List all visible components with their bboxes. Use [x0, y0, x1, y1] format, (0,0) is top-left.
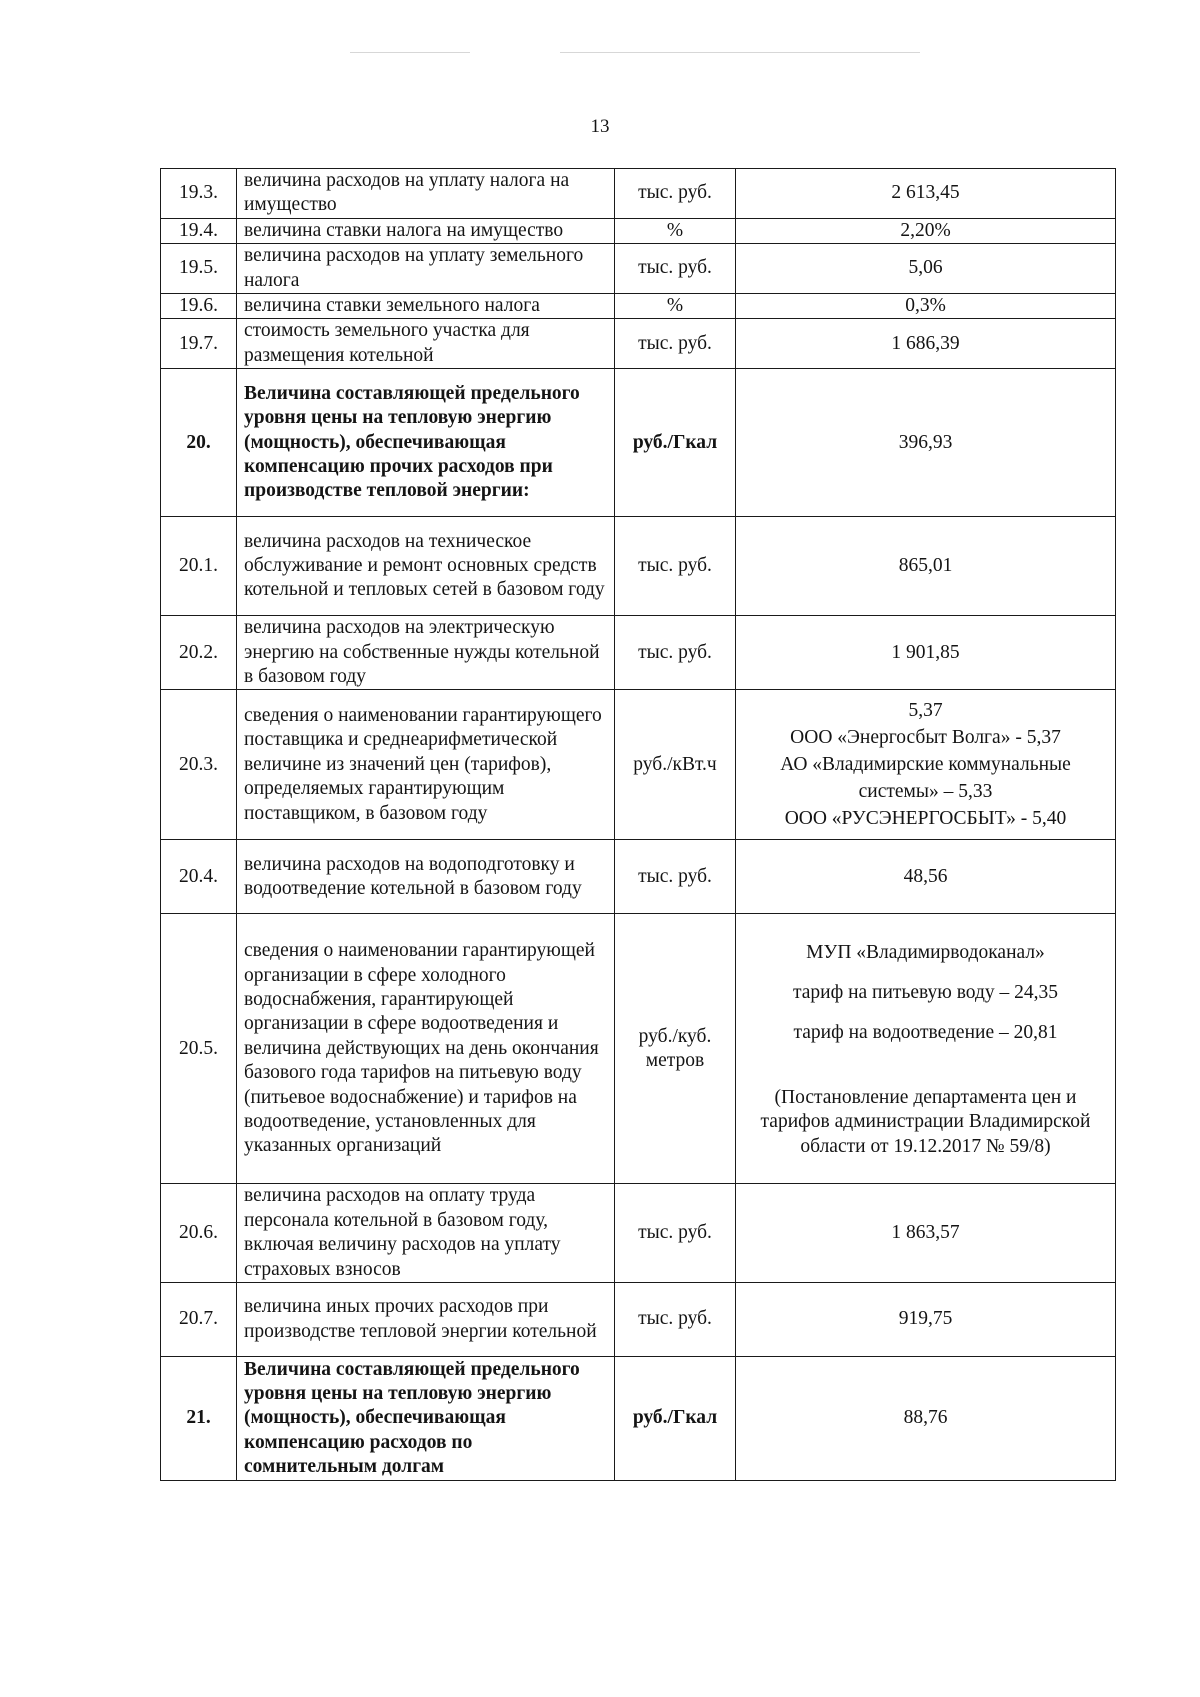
row-value: 48,56 [736, 840, 1116, 914]
table-row [161, 840, 1116, 914]
row-value: 1 863,57 [736, 1184, 1116, 1283]
row-number: 20.1. [161, 517, 237, 616]
row-number: 20.7. [161, 1283, 237, 1357]
table-row-section [161, 1357, 1116, 1481]
row-number: 20.5. [161, 914, 237, 1184]
value-line: ООО «Энергосбыт Волга» - 5,37 [790, 727, 1061, 749]
row-unit: руб./кВт.ч [615, 690, 736, 840]
row-description: сведения о наименовании гарантирующей организации в сфере холодного водоснабжения, гарантирующей организации в сфере водоотведения и величина действующих на день окончания базового года тарифов на питьевую воду (питьевое водоснабжение) и тарифов на водоотведение, установленных для указанных организаций [237, 914, 615, 1184]
table-row [161, 517, 1116, 616]
row-value: 0,3% [736, 294, 1116, 319]
row-value: 2 613,45 [736, 169, 1116, 219]
row-description: величина расходов на электрическую энергию на собственные нужды котельной в базовом году [237, 616, 615, 690]
row-number: 19.5. [161, 244, 237, 294]
row-number: 20.4. [161, 840, 237, 914]
value-line: МУП «Владимирводоканал» [806, 941, 1045, 963]
row-number: 19.7. [161, 319, 237, 369]
table-row [161, 1184, 1116, 1283]
row-description: величина расходов на водоподготовку и водоотведение котельной в базовом году [237, 840, 615, 914]
row-unit: % [615, 294, 736, 319]
row-unit: тыс. руб. [615, 616, 736, 690]
row-description: величина расходов на техническое обслуживание и ремонт основных средств котельной и тепловых сетей в базовом году [237, 517, 615, 616]
table-row-section [161, 369, 1116, 517]
row-value: 2,20% [736, 218, 1116, 243]
scan-artifact [560, 52, 920, 53]
row-description: Величина составляющей предельного уровня цены на тепловую энергию (мощность), обеспечивающая компенсацию прочих расходов при производстве тепловой энергии: [237, 369, 615, 517]
row-unit: руб./куб. метров [615, 914, 736, 1184]
row-unit: тыс. руб. [615, 840, 736, 914]
row-number: 20. [161, 369, 237, 517]
row-number: 21. [161, 1357, 237, 1481]
row-unit: тыс. руб. [615, 169, 736, 219]
row-number: 19.6. [161, 294, 237, 319]
row-value: 1 686,39 [736, 319, 1116, 369]
row-number: 20.3. [161, 690, 237, 840]
row-unit: тыс. руб. [615, 1184, 736, 1283]
row-value: 865,01 [736, 517, 1116, 616]
row-description: величина расходов на оплату труда персонала котельной в базовом году, включая величину расходов на уплату страховых взносов [237, 1184, 615, 1283]
row-description: стоимость земельного участка для размещения котельной [237, 319, 615, 369]
table-row [161, 1283, 1116, 1357]
row-unit: тыс. руб. [615, 244, 736, 294]
row-number: 19.4. [161, 218, 237, 243]
table-row [161, 244, 1116, 294]
tariff-table [160, 168, 1115, 1481]
row-value: 919,75 [736, 1283, 1116, 1357]
value-line: 5,37 [908, 700, 943, 722]
value-line: тариф на питьевую воду – 24,35 [792, 981, 1059, 1003]
table-row [161, 319, 1116, 369]
row-unit: тыс. руб. [615, 319, 736, 369]
row-value-multiline [736, 914, 1116, 1184]
value-line: тариф на водоотведение – 20,81 [793, 1021, 1058, 1043]
row-value: 396,93 [736, 369, 1116, 517]
value-line: ООО «РУСЭНЕРГОСБЫТ» - 5,40 [784, 808, 1067, 830]
scan-artifact [350, 52, 470, 53]
row-description: величина расходов на уплату земельного налога [237, 244, 615, 294]
row-value-multiline [736, 690, 1116, 840]
row-number: 19.3. [161, 169, 237, 219]
row-unit: тыс. руб. [615, 1283, 736, 1357]
row-unit: % [615, 218, 736, 243]
row-description: сведения о наименовании гарантирующего поставщика и среднеарифметической величине из значений цен (тарифов), определяемых гарантирующим поставщиком, в базовом году [237, 690, 615, 840]
row-value: 1 901,85 [736, 616, 1116, 690]
row-unit: тыс. руб. [615, 517, 736, 616]
table-row [161, 690, 1116, 840]
row-unit: руб./Гкал [615, 369, 736, 517]
table-row [161, 616, 1116, 690]
row-description: величина ставки земельного налога [237, 294, 615, 319]
row-value: 88,76 [736, 1357, 1116, 1481]
table-row [161, 218, 1116, 243]
table-row [161, 914, 1116, 1184]
table-row [161, 294, 1116, 319]
value-line: АО «Владимирские коммунальные системы» – 5,33 [780, 754, 1071, 803]
page-number: 13 [590, 116, 610, 137]
value-note: (Постановление департамента цен и тарифов администрации Владимирской области от 19.12.2017 № 59/8) [760, 1086, 1091, 1157]
table-row [161, 169, 1116, 219]
row-description: величина ставки налога на имущество [237, 218, 615, 243]
row-description: величина иных прочих расходов при производстве тепловой энергии котельной [237, 1283, 615, 1357]
row-description: величина расходов на уплату налога на имущество [237, 169, 615, 219]
row-description: Величина составляющей предельного уровня цены на тепловую энергию (мощность), обеспечивающая компенсацию расходов по сомнительным долгам [237, 1357, 615, 1481]
row-number: 20.2. [161, 616, 237, 690]
row-value: 5,06 [736, 244, 1116, 294]
row-number: 20.6. [161, 1184, 237, 1283]
row-unit: руб./Гкал [615, 1357, 736, 1481]
